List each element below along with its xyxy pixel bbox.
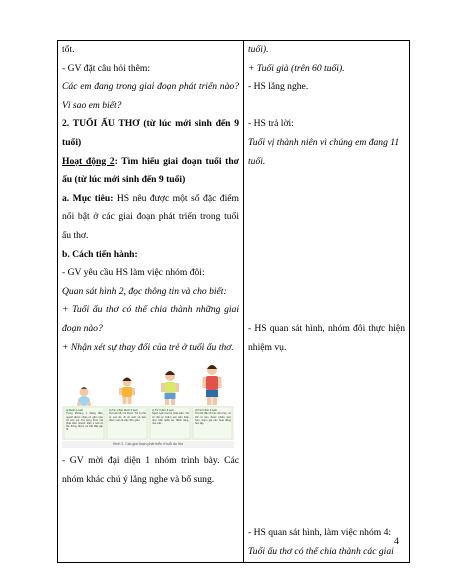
figure-caption: Hình 2. Các giai đoạn phát triển ở tuổi ấu thơ (112, 442, 184, 447)
stage-panel-3 (152, 409, 189, 425)
stage-panel-1 (66, 409, 103, 431)
objective-text: HS nêu được một số đặc điểm nổi bật ở các giai đoạn phát triển trong tuổi ấu thơ. (62, 192, 239, 241)
stage-title: a) Dưới 1 tuổi (66, 409, 83, 413)
stage-description: Ngôn ngữ của trẻ phát triển. Trẻ có thể tự chăm sóc bản thân như mặc quần áo, đánh răng, rửa mặt... (152, 412, 189, 425)
text-line: - GV yêu cầu HS làm việc nhóm đôi: (62, 267, 205, 279)
stage-title: d) Từ 6 đến 9 tuổi (195, 409, 217, 413)
answer-text: Tuổi vị thành niên vì chúng em đang 11 tuổi. (248, 136, 400, 167)
activity-label: Hoạt động 2 (62, 155, 115, 167)
activity-title: : Tìm hiểu giai đoạn tuổi thơ ấu (từ lúc mới sinh đến 9 tuổi) (62, 155, 239, 186)
stage-description: Trong khoảng 1 tháng đầu, người được nhận có gồm nêu có sức vui. Trẻ từng thức mà phát triển nhanh. Đến 1 tuổi có thể đứng được và bắt đầu tập đi. (66, 412, 103, 432)
task-question: + Tuổi ấu thơ có thể chia thành những giai đoạn nào? (62, 304, 239, 334)
procedure-heading: b. Cách tiến hành: (62, 248, 138, 260)
text-line: tuổi). (248, 44, 269, 55)
lesson-plan-table (57, 40, 410, 563)
stage-title: c) Từ 3 đến 6 tuổi (152, 409, 174, 413)
student-activity-column (244, 41, 410, 563)
text-line: - HS quan sát hình, nhóm đôi thực hiện nhiệm vụ. (248, 322, 405, 353)
task-text: Quan sát hình 2, đọc thông tin và cho biết: (62, 285, 227, 297)
objective-paragraph (62, 190, 239, 246)
text-line: tốt. (62, 44, 75, 55)
section-heading: 2. TUỔI ẤU THƠ (từ lúc mới sinh đến 9 tuổi) (62, 118, 239, 148)
text-line: - GV đặt câu hỏi thêm: (62, 62, 151, 74)
stage-description: Trẻ luôn đi, nói được. Trẻ có thể tự xúc ăn, đi vệ sinh và làm thêm một số việc đơn giản. (109, 412, 146, 422)
stage-description: Trẻ bắt đầu đi học tiểu học, có thể tự làm được nhiều việc hơn, tham gia các hoạt động học tập. (195, 412, 231, 425)
teacher-activity-column (58, 41, 244, 563)
page-number: 4 (394, 536, 399, 547)
text-line: - HS quan sát hình, làm việc nhóm 4: (248, 527, 392, 539)
question-text: Các em đang trong giai đoạn phát triển nào? Vì sao em biết? (62, 81, 239, 111)
text-line: - GV mời đại diện 1 nhóm trình bày. Các nhóm khác chú ý lắng nghe và bổ sung. (62, 455, 239, 485)
answer-text: Tuổi ấu thơ có thể chia thành các giai (248, 546, 394, 558)
objective-label: a. Mục tiêu: (62, 192, 114, 204)
table-row (58, 41, 410, 563)
text-line: - HS trả lời: (248, 118, 294, 130)
stage-title: b) Từ 1 đến dưới 3 tuổi (109, 409, 138, 413)
stage-panel-2 (109, 409, 146, 422)
text-line: - HS lắng nghe. (248, 81, 309, 93)
figure-childhood-stages (62, 360, 234, 448)
task-question: + Nhận xét sự thay đổi của trẻ ở tuổi ấu thơ. (62, 341, 234, 353)
activity-heading (62, 153, 239, 190)
childhood-stages-illustration (62, 360, 234, 448)
text-line: + Tuổi già (trên 60 tuổi). (248, 62, 345, 74)
stage-panel-4 (195, 409, 231, 425)
